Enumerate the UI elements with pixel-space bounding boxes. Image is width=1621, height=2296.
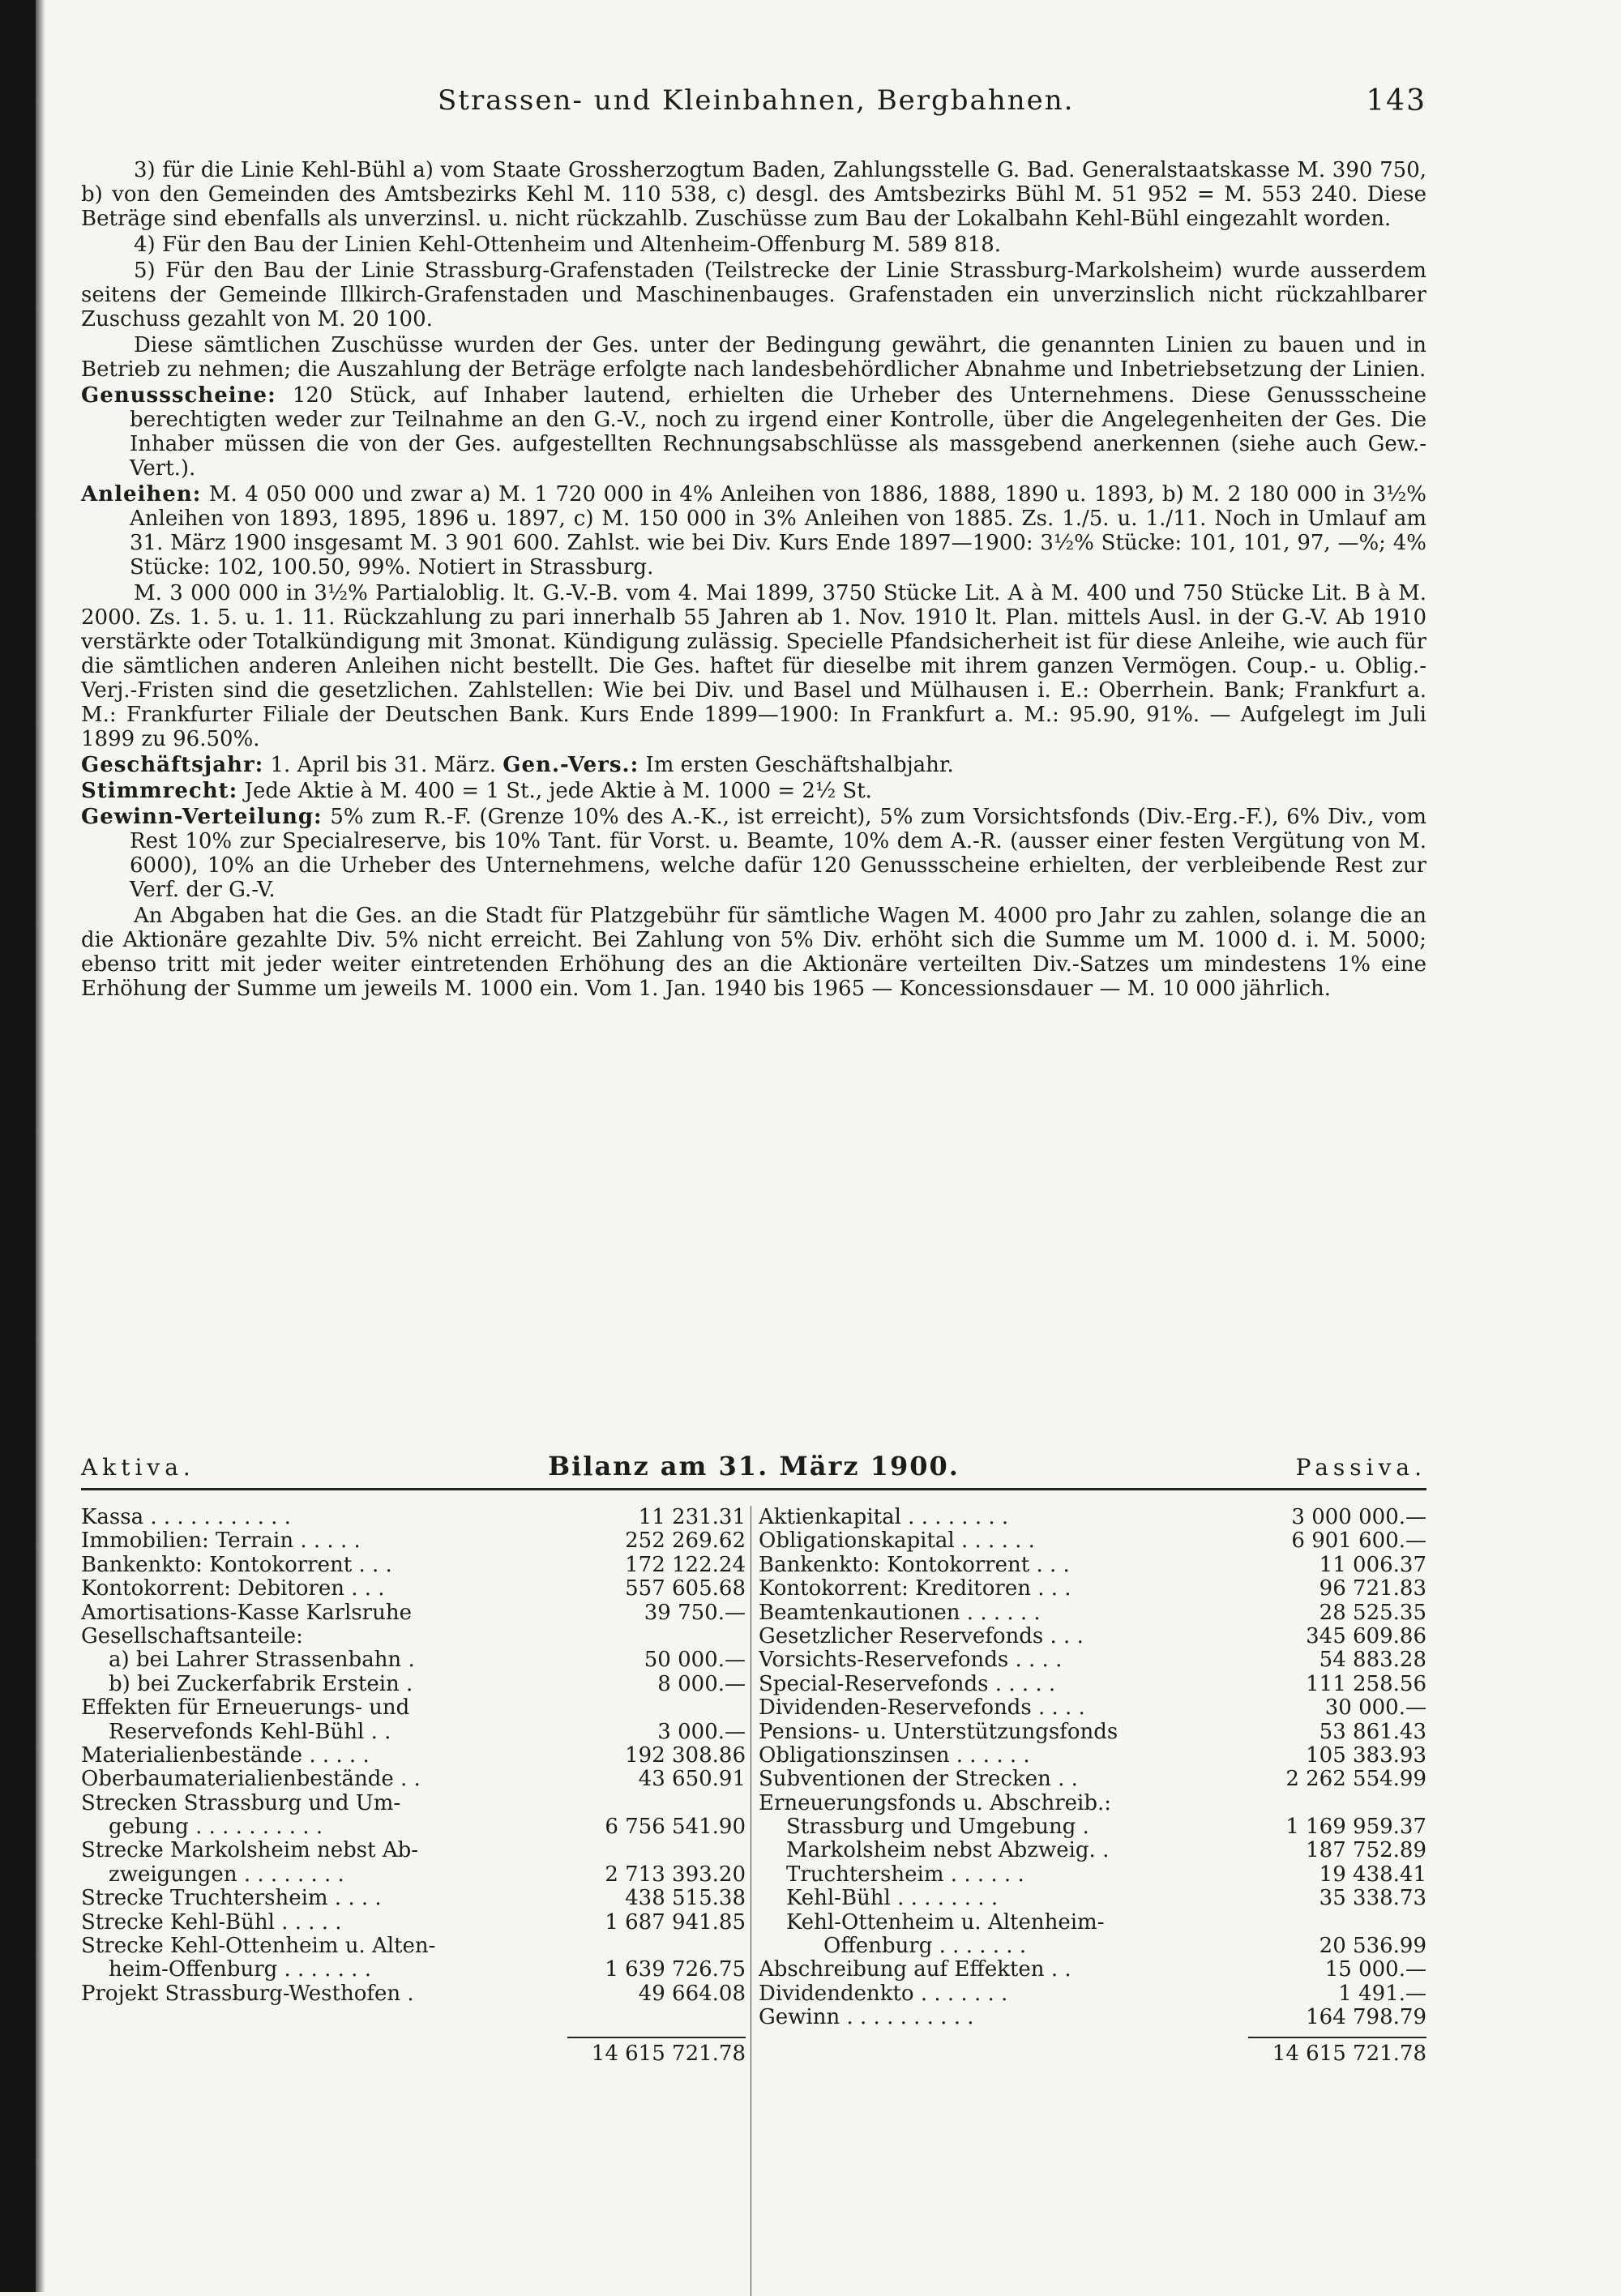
paragraph-kehl-ottenheim: 4) Für den Bau der Linien Kehl-Ottenheim und Altenheim-Offenburg M. 589 818.: [134, 233, 1002, 257]
aktiva-row-label: b) bei Zuckerfabrik Erstein .: [109, 1672, 413, 1696]
passiva-row: [759, 1696, 1426, 1720]
aktiva-row: [81, 1696, 746, 1720]
passiva-row-amount: 28 525.35: [1319, 1600, 1426, 1625]
aktiva-row: [81, 1839, 746, 1862]
aktiva-row-amount: [584, 1792, 746, 1815]
aktiva-row-amount: 2 713 393.20: [605, 1862, 746, 1887]
passiva-row: [759, 1815, 1426, 1839]
passiva-row-label: Bankenkto: Kontokorrent . . .: [759, 1553, 1070, 1577]
passiva-row-amount: 53 861.43: [1319, 1719, 1426, 1744]
aktiva-row-amount: 3 000.—: [657, 1719, 746, 1744]
passiva-row-amount: 35 338.73: [1319, 1886, 1426, 1911]
aktiva-row-amount: 252 269.62: [625, 1529, 746, 1554]
passiva-row-amount: 20 536.99: [1319, 1934, 1426, 1959]
passiva-row-label: Dividenden-Reservefonds . . . .: [759, 1696, 1085, 1721]
aktiva-row-amount: [584, 1625, 746, 1648]
paragraph-zuschuesse: Diese sämtlichen Zuschüsse wurden der Ges. unter der Bedingung gewährt, die genannten Linien zu bauen und in Betrieb zu nehmen; die Auszahlung der Beträge erfolgte nach landesbehördlicher Abnahme und Inbetriebsetzung der Linien.: [81, 333, 1426, 382]
aktiva-row-label: Strecke Truchtersheim . . . .: [81, 1887, 382, 1911]
aktiva-total: 14 615 721.78: [591, 2041, 746, 2066]
section-gewinn-verteilung: [81, 805, 1426, 902]
passiva-row: [759, 1768, 1426, 1791]
aktiva-row-amount: [584, 1935, 746, 1958]
passiva-row-label: Strassburg und Umgebung .: [786, 1815, 1089, 1840]
aktiva-row-amount: 43 650.91: [638, 1767, 746, 1792]
passiva-row-label: Dividendenkto . . . . . . .: [759, 1982, 1008, 2006]
aktiva-row-label: Strecke Kehl-Ottenheim u. Alten-: [81, 1935, 436, 1959]
paragraph-partialoblig: M. 3 000 000 in 3½% Partialoblig. lt. G.-V.-B. vom 4. Mai 1899, 3750 Stücke Lit. A à M. 400 und 750 Stücke Lit. B à M. 2000. Zs. 1. 5. u. 1. 11. Rückzahlung zu pari innerhalb 55 Jahren ab 1. Nov. 1910 lt. Plan. mittels Ausl. in der G.-V. Ab 1910 verstärkte oder Totalkündigung mit 3monat. Kündigung zulässig. Specielle Pfandsicherheit ist für diese Anleihe, wie auch für die sämtlichen anderen Anleihen nicht bestellt. Die Ges. haftet für dieselbe mit ihrem ganzen Vermögen. Coup.- u. Oblig.-Verj.-Fristen sind die gesetzlichen. Zahlstellen: Wie bei Div. und Basel und Mülhausen i. E.: Oberrhein. Bank; Frankfurt a. M.: Frankfurter Filiale der Deutschen Bank. Kurs Ende 1899—1900: In Frankfurt a. M.: 95.90, 91%. — Aufgelegt im Juli 1899 zu 96.50%.: [81, 581, 1426, 751]
passiva-row: [759, 1554, 1426, 1577]
aktiva-row: [81, 1601, 746, 1625]
passiva-row: [759, 1506, 1426, 1529]
passiva-row: [759, 1721, 1426, 1744]
passiva-row-amount: 15 000.—: [1324, 1957, 1426, 1982]
book-spine-shadow: [0, 0, 36, 2292]
passiva-row-label: Gewinn . . . . . . . . . .: [759, 2006, 974, 2030]
passiva-row-label: Offenburg . . . . . . .: [823, 1935, 1027, 1959]
aktiva-row-label: Reservefonds Kehl-Bühl . .: [109, 1720, 391, 1744]
aktiva-row-amount: 192 308.86: [625, 1742, 746, 1768]
section-anleihen: [81, 482, 1426, 579]
aktiva-row-amount: 557 605.68: [625, 1576, 746, 1601]
aktiva-label: Aktiva.: [81, 1454, 195, 1481]
passiva-row: [759, 1673, 1426, 1696]
aktiva-row-amount: 172 122.24: [625, 1552, 746, 1577]
passiva-column: [759, 1506, 1426, 2030]
passiva-row: [759, 1935, 1426, 1958]
aktiva-row-label: Strecke Kehl-Bühl . . . . .: [81, 1910, 342, 1935]
aktiva-row-label: a) bei Lahrer Strassenbahn .: [109, 1648, 415, 1673]
aktiva-row-label: Kassa . . . . . . . . . . .: [81, 1506, 291, 1529]
passiva-row: [759, 1863, 1426, 1887]
genussscheine-label: Genussscheine:: [81, 383, 276, 408]
aktiva-row: [81, 1529, 746, 1553]
genvers-label: Gen.-Vers.:: [503, 753, 639, 777]
running-title: Strassen- und Kleinbahnen, Bergbahnen.: [438, 84, 1075, 117]
passiva-row-label: Truchtersheim . . . . . .: [786, 1862, 1024, 1887]
passiva-row-label: Abschreibung auf Effekten . .: [759, 1958, 1071, 1982]
aktiva-row-label: Gesellschaftsanteile:: [81, 1624, 303, 1648]
text-body: [81, 158, 1426, 1003]
passiva-row: [759, 1577, 1426, 1601]
balance-top-rule: [81, 1488, 1426, 1490]
aktiva-row-amount: 50 000.—: [644, 1648, 746, 1673]
section-stimmrecht: [81, 779, 1426, 803]
passiva-row: [759, 1744, 1426, 1768]
passiva-row-amount: 96 721.83: [1319, 1576, 1426, 1601]
aktiva-row: [81, 1506, 746, 1529]
passiva-row: [759, 1625, 1426, 1648]
passiva-row-amount: 54 883.28: [1319, 1648, 1426, 1673]
passiva-row-amount: 2 262 554.99: [1285, 1767, 1426, 1792]
passiva-row-amount: 164 798.79: [1306, 2005, 1426, 2030]
aktiva-row-amount: 1 639 726.75: [605, 1957, 746, 1982]
passiva-row: [759, 1648, 1426, 1672]
passiva-row-amount: 11 006.37: [1319, 1552, 1426, 1577]
balance-heading: [81, 1451, 1426, 1486]
aktiva-row: [81, 1577, 746, 1601]
passiva-row: [759, 1792, 1426, 1815]
passiva-row-amount: 187 752.89: [1306, 1838, 1426, 1863]
passiva-row-label: Obligationszinsen . . . . . .: [759, 1743, 1030, 1768]
passiva-row-amount: 3 000 000.—: [1291, 1505, 1426, 1529]
section-genussscheine: [81, 383, 1426, 481]
passiva-row: [759, 1601, 1426, 1625]
aktiva-row-amount: 11 231.31: [638, 1505, 746, 1529]
aktiva-row-label: Kontokorrent: Debitoren . . .: [81, 1577, 385, 1601]
aktiva-row-amount: [584, 1696, 746, 1720]
passiva-row-amount: [1264, 1792, 1426, 1815]
aktiva-row-label: Bankenkto: Kontokorrent . . .: [81, 1553, 392, 1577]
genvers-text: Im ersten Geschäftshalbjahr.: [645, 753, 954, 777]
aktiva-row-label: Immobilien: Terrain . . . . .: [81, 1529, 361, 1554]
passiva-row-label: Gesetzlicher Reservefonds . . .: [759, 1624, 1084, 1648]
passiva-row: [759, 1911, 1426, 1935]
aktiva-row-amount: 1 687 941.85: [605, 1909, 746, 1935]
passiva-row-amount: 30 000.—: [1324, 1695, 1426, 1721]
aktiva-row: [81, 1863, 746, 1887]
passiva-row: [759, 1839, 1426, 1862]
passiva-row-label: Obligationskapital . . . . . .: [759, 1529, 1035, 1554]
aktiva-row: [81, 1625, 746, 1648]
aktiva-row: [81, 1554, 746, 1577]
anleihen-text: M. 4 050 000 und zwar a) M. 1 720 000 in 4% Anleihen von 1886, 1888, 1890 u. 1893, b) M. 2 180 000 in 3½% Anleihen von 1893, 1895, 1896 u. 1897, c) M. 150 000 in 3% Anleihen von 1885. Zs. 1./5. u. 1./11. Noch in Umlauf am 31. März 1900 insgesamt M. 3 901 600. Zahlst. wie bei Div. Kurs Ende 1897—1900: 3½% Stücke: 101, 101, 97, —%; 4% Stücke: 102, 100.50, 99%. Notiert in Strassburg.: [130, 482, 1427, 579]
aktiva-row: [81, 1958, 746, 1982]
balance-title: Bilanz am 31. März 1900.: [548, 1451, 960, 1481]
aktiva-row: [81, 1792, 746, 1815]
aktiva-row: [81, 1744, 746, 1768]
passiva-row-label: Vorsichts-Reservefonds . . . .: [759, 1648, 1063, 1673]
aktiva-row: [81, 1815, 746, 1839]
stimmrecht-text: Jede Aktie à M. 400 = 1 St., jede Aktie à M. 1000 = 2½ St.: [244, 779, 872, 803]
aktiva-sum-rule: [567, 2037, 746, 2038]
aktiva-row-amount: [584, 1839, 746, 1862]
stimmrecht-label: Stimmrecht:: [81, 779, 238, 803]
passiva-row-amount: 345 609.86: [1306, 1623, 1426, 1648]
paragraph-abgaben: An Abgaben hat die Ges. an die Stadt für Platzgebühr für sämtliche Wagen M. 4000 pro Jahr zu zahlen, solange die an die Aktionäre gezahlte Div. 5% nicht erreicht. Bei Zahlung von 5% Div. erhöht sich die Summe um M. 1000 d. i. M. 5000; ebenso tritt mit jeder weiter eintretenden Erhöhung des an die Aktionäre verteilten Div.-Satzes um mindestens 1% eine Erhöhung der Summe um jeweils M. 1000 ein. Vom 1. Jan. 1940 bis 1965 — Koncessionsdauer — M. 10 000 jährlich.: [81, 904, 1426, 1001]
passiva-total: 14 615 721.78: [1272, 2041, 1426, 2066]
aktiva-row-label: gebung . . . . . . . . . .: [109, 1815, 323, 1840]
passiva-row-label: Beamtenkautionen . . . . . .: [759, 1601, 1041, 1625]
passiva-row-label: Pensions- u. Unterstützungsfonds: [759, 1720, 1118, 1744]
aktiva-row-amount: 438 515.38: [625, 1886, 746, 1911]
paragraph-kehl-buehl: 3) für die Linie Kehl-Bühl a) vom Staate Grossherzogtum Baden, Zahlungsstelle G. Bad. Generalstaatskasse M. 390 750, b) von den Gemeinden des Amtsbezirks Kehl M. 110 538, c) desgl. des Amtsbezirks Bühl M. 51 952 = M. 553 240. Diese Beträge sind ebenfalls als unverzinsl. u. nicht rückzahlb. Zuschüsse zum Bau der Lokalbahn Kehl-Bühl eingezahlt worden.: [81, 158, 1426, 231]
aktiva-row-label: Strecken Strassburg und Um-: [81, 1791, 401, 1815]
passiva-row-label: Special-Reservefonds . . . . .: [759, 1672, 1056, 1696]
passiva-row-label: Erneuerungsfonds u. Abschreib.:: [759, 1791, 1111, 1815]
passiva-row-label: Kehl-Ottenheim u. Altenheim-: [786, 1910, 1105, 1935]
aktiva-row: [81, 1648, 746, 1672]
passiva-row-label: Kehl-Bühl . . . . . . . .: [786, 1887, 999, 1911]
gewinn-verteilung-label: Gewinn-Verteilung:: [81, 805, 323, 829]
geschaeftsjahr-label: Geschäftsjahr:: [81, 753, 264, 777]
aktiva-row-label: Strecke Markolsheim nebst Ab-: [81, 1839, 419, 1863]
aktiva-row-amount: 6 756 541.90: [605, 1815, 746, 1840]
aktiva-row-label: Amortisations-Kasse Karlsruhe: [81, 1601, 412, 1625]
aktiva-row: [81, 1982, 746, 2006]
aktiva-row-label: Projekt Strassburg-Westhofen .: [81, 1982, 414, 2006]
section-geschaeftsjahr: [81, 753, 1426, 777]
passiva-row: [759, 2006, 1426, 2029]
passiva-row-label: Kontokorrent: Kreditoren . . .: [759, 1577, 1071, 1601]
aktiva-row-label: zweigungen . . . . . . . .: [109, 1862, 344, 1887]
passiva-sum-rule: [1248, 2037, 1426, 2038]
anleihen-label: Anleihen:: [81, 482, 202, 507]
passiva-row-amount: 1 169 959.37: [1285, 1815, 1426, 1840]
aktiva-row: [81, 1768, 746, 1791]
aktiva-row: [81, 1673, 746, 1696]
passiva-row-amount: 6 901 600.—: [1291, 1529, 1426, 1554]
passiva-row: [759, 1529, 1426, 1553]
gewinn-verteilung-text: 5% zum R.-F. (Grenze 10% des A.-K., ist erreicht), 5% zum Vorsichtsfonds (Div.-Erg.-F.), 6% Div., vom Rest 10% zur Specialreserve, bis 10% Tant. für Vorst. u. Beamte, 10% dem A.-R. (ausser einer festen Vergütung von M. 6000), 10% an die Urheber des Unternehmens, welche dafür 120 Genussscheine erhielten, der verbleibende Rest zur Verf. der G.-V.: [130, 805, 1426, 902]
aktiva-row-amount: 39 750.—: [644, 1600, 746, 1625]
passiva-row-amount: [1264, 1911, 1426, 1935]
aktiva-row-amount: 49 664.08: [638, 1981, 746, 2006]
aktiva-row-label: Oberbaumaterialienbestände . .: [81, 1768, 421, 1792]
aktiva-row-amount: 8 000.—: [657, 1671, 746, 1696]
aktiva-row: [81, 1935, 746, 1958]
aktiva-column: [81, 1506, 746, 2006]
aktiva-row-label: Materialienbestände . . . . .: [81, 1743, 370, 1768]
passiva-row: [759, 1958, 1426, 1982]
passiva-row-amount: 19 438.41: [1319, 1862, 1426, 1887]
page-number: 143: [1366, 84, 1426, 118]
aktiva-row: [81, 1887, 746, 1910]
aktiva-row-label: heim-Offenburg . . . . . . .: [109, 1958, 371, 1982]
passiva-row-amount: 1 491.—: [1338, 1981, 1426, 2006]
passiva-row-label: Aktienkapital . . . . . . . .: [759, 1506, 1009, 1529]
aktiva-row-label: Effekten für Erneuerungs- und: [81, 1696, 410, 1721]
passiva-row: [759, 1887, 1426, 1910]
passiva-row: [759, 1982, 1426, 2006]
page-header: [81, 84, 1426, 125]
passiva-row-label: Subventionen der Strecken . .: [759, 1768, 1078, 1792]
genussscheine-text: 120 Stück, auf Inhaber lautend, erhielten die Urheber des Unternehmens. Diese Genussscheine berechtigten weder zur Teilnahme an den G.-V., noch zu irgend einer Kontrolle, über die Angelegenheiten der Ges. Die Inhaber müssen die von der Ges. aufgestellten Rechnungsabschlüsse als massgebend anerkennen (siehe auch Gew.-Vert.).: [130, 383, 1426, 481]
passiva-row-amount: 111 258.56: [1306, 1671, 1426, 1696]
book-spine-gradient: [36, 0, 45, 2292]
aktiva-row: [81, 1911, 746, 1935]
geschaeftsjahr-text: 1. April bis 31. März.: [270, 753, 497, 777]
aktiva-row: [81, 1721, 746, 1744]
passiva-row-label: Markolsheim nebst Abzweig. .: [786, 1839, 1110, 1863]
passiva-row-amount: 105 383.93: [1306, 1742, 1426, 1768]
paragraph-grafenstaden: 5) Für den Bau der Linie Strassburg-Grafenstaden (Teilstrecke der Linie Strassburg-Markolsheim) wurde ausserdem seitens der Gemeinde Illkirch-Grafenstaden und Maschinenbauges. Grafenstaden ein unverzinslich nicht rückzahlbarer Zuschuss gezahlt von M. 20 100.: [81, 259, 1426, 331]
passiva-label: Passiva.: [1295, 1454, 1426, 1481]
